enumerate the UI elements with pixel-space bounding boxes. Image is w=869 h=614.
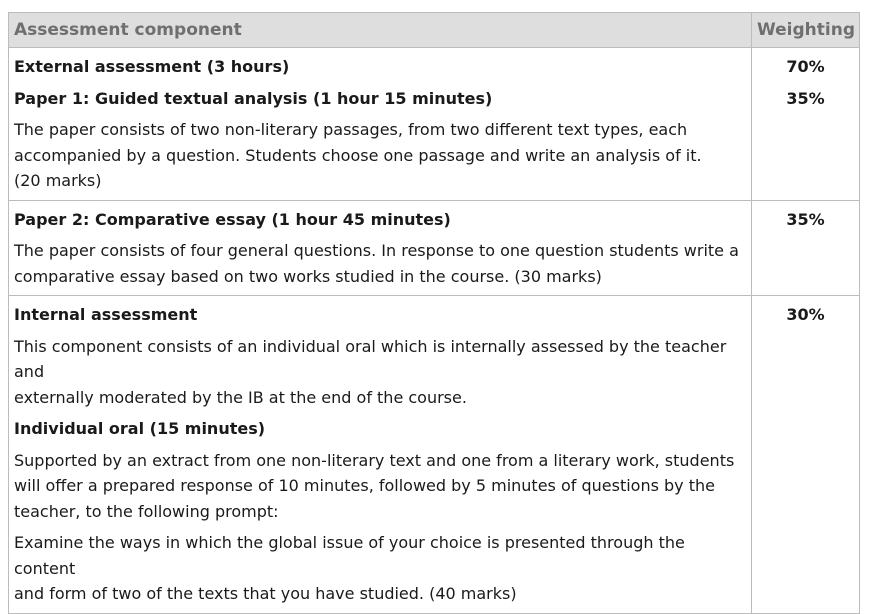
oral-prompt-line: Examine the ways in which the global issue of your choice is presented through the content: [14, 533, 685, 578]
external-paper1-weight-cell: [752, 48, 860, 201]
internal-weight-cell: [752, 296, 860, 614]
external-assessment-title: External assessment (3 hours): [14, 57, 290, 76]
paper2-cell: [9, 200, 752, 296]
internal-cell: [9, 296, 752, 614]
internal-desc-line: externally moderated by the IB at the end of the course.: [14, 387, 467, 407]
individual-oral-title: Individual oral (15 minutes): [14, 419, 266, 438]
oral-prompt-line: and form of two of the texts that you have studied. (40 marks): [14, 584, 517, 603]
paper1-title: Paper 1: Guided textual analysis (1 hour 15 minutes): [14, 88, 493, 108]
internal-assessment-title: Internal assessment: [14, 305, 198, 324]
external-paper1-cell: [9, 48, 752, 201]
header-assessment-component: Assessment component: [9, 13, 752, 48]
table-row: [9, 48, 860, 201]
paper2-weight-cell: [752, 200, 860, 296]
paper1-desc-line: accompanied by a question. Students choose one passage and write an analysis of it.: [14, 145, 702, 165]
paper1-weight: 35%: [786, 88, 825, 108]
oral-desc-line: teacher, to the following prompt:: [14, 501, 279, 521]
internal-desc-line: This component consists of an individual oral which is internally assessed by the teacher and: [14, 336, 727, 381]
table-row: [9, 200, 860, 296]
header-weighting: Weighting: [752, 13, 860, 48]
table-header-row: [9, 13, 860, 48]
paper2-weight: 35%: [786, 209, 825, 229]
paper1-marks: (20 marks): [14, 171, 102, 190]
paper2-title: Paper 2: Comparative essay (1 hour 45 minutes): [14, 209, 451, 229]
paper2-desc-line: The paper consists of four general questions. In response to one question students write a: [14, 241, 739, 260]
assessment-table: [8, 12, 860, 614]
table-row: [9, 296, 860, 614]
internal-weight: 30%: [786, 305, 825, 324]
oral-desc-line: Supported by an extract from one non-literary text and one from a literary work, students: [14, 450, 735, 470]
paper2-desc-line: comparative essay based on two works studied in the course. (30 marks): [14, 266, 602, 286]
oral-desc-line: will offer a prepared response of 10 minutes, followed by 5 minutes of questions by the: [14, 476, 715, 495]
paper1-desc-line: The paper consists of two non-literary passages, from two different text types, each: [14, 120, 688, 139]
external-weight: 70%: [786, 57, 825, 76]
